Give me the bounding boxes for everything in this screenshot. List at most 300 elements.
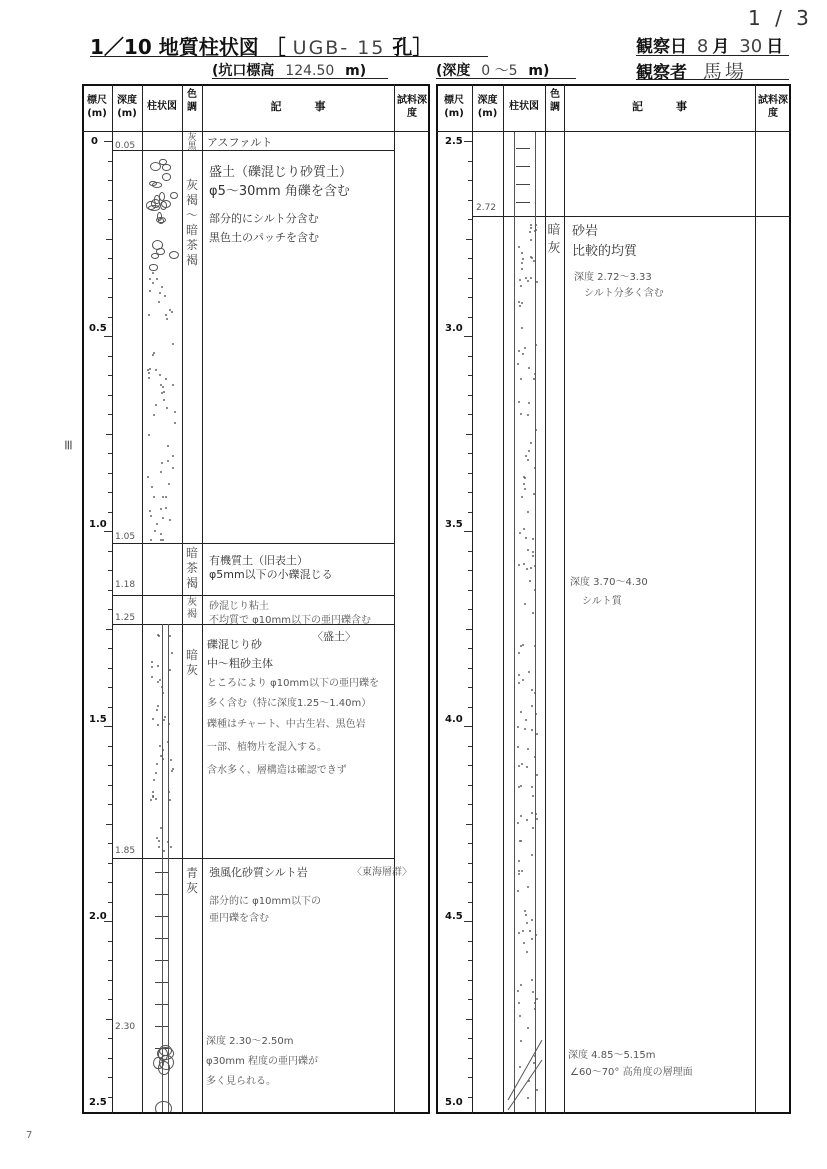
- sand-dot: [527, 748, 529, 750]
- sand-dot: [517, 990, 519, 992]
- scale-tick: [468, 980, 472, 981]
- sand-dot: [158, 846, 160, 848]
- sand-dot: [172, 384, 174, 386]
- bedding-plane-marks: [504, 1030, 544, 1112]
- scale-tick: [466, 239, 472, 240]
- left-scale-label: 0: [91, 136, 98, 147]
- sand-dot: [521, 496, 523, 498]
- right-lithology-column: [504, 132, 544, 1112]
- scale-tick: [108, 648, 112, 649]
- sand-dot: [518, 350, 520, 352]
- sand-dot: [150, 799, 152, 801]
- sand-dot: [165, 496, 167, 498]
- sand-dot: [531, 689, 533, 691]
- sand-dot: [520, 285, 522, 287]
- sand-dot: [166, 407, 168, 409]
- sand-dot: [171, 311, 173, 313]
- layer-depth: 1.85: [115, 846, 136, 856]
- sand-dot: [156, 523, 158, 525]
- layer-description: 深度 2.72～3.33: [574, 272, 652, 283]
- gravel-pebble: [149, 264, 157, 270]
- sand-dot: [525, 537, 527, 539]
- sand-dot: [527, 886, 529, 888]
- layer-description: φ30mm 程度の亜円礫が: [206, 1056, 318, 1067]
- scale-tick: [104, 921, 112, 922]
- sand-dot: [172, 467, 174, 469]
- sand-dot: [518, 873, 520, 875]
- sand-dot: [536, 733, 538, 735]
- sand-dot: [526, 819, 528, 821]
- sand-dot: [163, 850, 165, 852]
- sand-dot: [165, 378, 167, 380]
- right-scale-label: 4.0: [445, 714, 463, 725]
- scale-tick: [464, 336, 472, 337]
- elevation-value: 124.50: [285, 63, 335, 79]
- sand-dot: [162, 496, 164, 498]
- layer-description: シルト分多く含む: [584, 288, 664, 299]
- sand-dot: [161, 286, 163, 288]
- sand-dot: [522, 930, 524, 932]
- sand-dot: [172, 768, 174, 770]
- sand-dot: [148, 434, 150, 436]
- sand-dot: [169, 309, 171, 311]
- scale-tick: [108, 161, 112, 162]
- left-scale-label: 0.5: [89, 323, 107, 334]
- layer-description: φ5mm以下の小礫混じる: [209, 568, 333, 581]
- gravel-pebble: [152, 182, 162, 188]
- sand-dot: [169, 635, 171, 637]
- scale-tick: [108, 297, 112, 298]
- scale-tick: [108, 258, 112, 259]
- scale-tick: [106, 239, 112, 240]
- sand-dot: [522, 679, 524, 681]
- scale-tick: [108, 570, 112, 571]
- elev-unit: m): [345, 63, 367, 79]
- sand-dot: [152, 718, 154, 720]
- sand-dot: [536, 998, 538, 1000]
- sand-dot: [525, 914, 527, 916]
- sand-dot: [518, 564, 520, 566]
- sand-dot: [170, 846, 172, 848]
- sand-dot: [519, 532, 521, 534]
- scale-tick: [468, 492, 472, 493]
- sand-dot: [166, 318, 168, 320]
- left-column-header: 柱状図: [147, 101, 177, 112]
- sand-dot: [521, 268, 523, 270]
- layer-color: 暗灰: [547, 223, 561, 256]
- scale-tick: [108, 590, 112, 591]
- sand-dot: [155, 798, 157, 800]
- sand-dot: [528, 450, 530, 452]
- sand-dot: [518, 1002, 520, 1004]
- scale-tick: [468, 1097, 472, 1098]
- scale-tick: [106, 434, 112, 435]
- sand-dot: [517, 822, 519, 824]
- left-scale-label: 2.5: [89, 1097, 107, 1108]
- scale-tick: [108, 960, 112, 961]
- scale-tick: [468, 804, 472, 805]
- scale-tick: [464, 531, 472, 532]
- scale-tick: [468, 902, 472, 903]
- scale-tick: [468, 473, 472, 474]
- sand-dot: [530, 567, 532, 569]
- sand-dot: [531, 919, 533, 921]
- title-underline: [90, 56, 488, 57]
- scale-tick: [468, 668, 472, 669]
- scale-tick: [468, 999, 472, 1000]
- sand-dot: [530, 227, 532, 229]
- sand-dot: [156, 278, 158, 280]
- gravel-pebble: [169, 251, 179, 259]
- sand-dot: [169, 669, 171, 671]
- sand-dot: [165, 314, 167, 316]
- sand-dot: [518, 932, 520, 934]
- sand-dot: [530, 224, 532, 226]
- layer-color: 暗茶褐: [185, 546, 198, 590]
- scale-tick: [468, 297, 472, 298]
- sand-dot: [172, 455, 174, 457]
- sand-dot: [517, 890, 519, 892]
- sand-dot: [520, 378, 522, 380]
- sand-dot: [523, 563, 525, 565]
- sand-dot: [149, 290, 151, 292]
- sand-dot: [150, 515, 152, 517]
- layer-color: 青灰: [185, 866, 198, 895]
- scale-tick: [464, 726, 472, 727]
- sand-dot: [152, 272, 154, 274]
- sand-dot: [167, 445, 169, 447]
- sand-dot: [165, 507, 167, 509]
- sand-dot: [518, 870, 520, 872]
- layer-color: 灰褐～暗茶褐: [185, 178, 198, 267]
- left-header-rule: [82, 131, 430, 132]
- left-depth-header: 深度 (m): [117, 95, 137, 119]
- obs-date-label: 観察日: [636, 37, 687, 57]
- right-header-rule: [436, 131, 791, 132]
- scale-tick: [466, 1019, 472, 1020]
- layer-description: 〈盛土〉: [312, 630, 356, 643]
- sand-dot: [517, 363, 519, 365]
- obs-day: 30: [739, 36, 763, 57]
- sand-dot: [151, 486, 153, 488]
- scale-tick: [468, 1038, 472, 1039]
- sand-dot: [531, 854, 533, 856]
- sand-dot: [518, 860, 520, 862]
- sand-dot: [150, 539, 152, 541]
- sand-dot: [152, 354, 154, 356]
- sand-dot: [517, 726, 519, 728]
- sand-dot: [152, 791, 154, 793]
- sand-dot: [518, 674, 520, 676]
- right-column-header: 柱状図: [509, 101, 539, 112]
- sand-dot: [522, 258, 524, 260]
- scale-tick: [468, 1058, 472, 1059]
- right-color-header: 色調: [550, 89, 560, 113]
- scale-tick: [468, 414, 472, 415]
- sand-dot: [527, 1027, 529, 1029]
- sand-dot: [528, 367, 530, 369]
- layer-color: 灰黒: [187, 133, 197, 152]
- layer-depth: 2.30: [115, 1022, 136, 1032]
- sand-dot: [521, 252, 523, 254]
- scale-tick: [106, 629, 112, 630]
- right-scale-label: 3.0: [445, 323, 463, 334]
- gravel-pebble: [162, 173, 171, 180]
- gravel-pebble: [162, 164, 170, 170]
- layer-description: 砂岩: [572, 224, 599, 239]
- scale-tick: [468, 395, 472, 396]
- sand-dot: [524, 488, 526, 490]
- scale-tick: [108, 551, 112, 552]
- silt-dash: [516, 184, 530, 185]
- scale-tick: [468, 1077, 472, 1078]
- sand-dot: [157, 665, 159, 667]
- right-col-divider: [755, 84, 756, 1114]
- layer-description: 含水多く、層構造は確認できず: [207, 765, 347, 776]
- scale-tick: [108, 1077, 112, 1078]
- scale-tick: [468, 609, 472, 610]
- elev-underline: [212, 78, 388, 79]
- scale-tick: [104, 531, 112, 532]
- sand-dot: [158, 301, 160, 303]
- sand-dot: [526, 766, 528, 768]
- right-col-divider: [545, 84, 546, 1114]
- sand-dot: [530, 239, 532, 241]
- depth-range-value: 0 ～5: [481, 63, 518, 79]
- sand-dot: [525, 455, 527, 457]
- sand-dot: [521, 870, 523, 872]
- sand-dot: [518, 652, 520, 654]
- gravel-pebble: [155, 1101, 172, 1112]
- sand-dot: [157, 681, 159, 683]
- scale-tick: [108, 843, 112, 844]
- left-remarks-header: 記 事: [270, 100, 326, 113]
- layer-depth: 2.72: [476, 203, 497, 213]
- scale-tick: [108, 882, 112, 883]
- scale-tick: [468, 707, 472, 708]
- sand-dot: [160, 471, 162, 473]
- layer-description: 部分的にシルト分含む: [209, 212, 319, 225]
- scale-tick: [468, 687, 472, 688]
- title-prefix: 1／10 地質柱状図 ［: [90, 35, 286, 59]
- scale-tick: [468, 219, 472, 220]
- scale-tick: [468, 375, 472, 376]
- scale-tick: [108, 414, 112, 415]
- sand-dot: [520, 840, 522, 842]
- right-scale-label: 3.5: [445, 519, 463, 530]
- sand-dot: [532, 612, 534, 614]
- sand-dot: [532, 795, 534, 797]
- scale-tick: [468, 843, 472, 844]
- sand-dot: [529, 930, 531, 932]
- sand-dot: [522, 644, 524, 646]
- scale-tick: [108, 999, 112, 1000]
- scale-tick: [468, 648, 472, 649]
- scale-tick: [468, 317, 472, 318]
- scale-tick: [468, 960, 472, 961]
- sand-dot: [162, 386, 164, 388]
- layer-description: シルト質: [582, 596, 622, 607]
- sand-dot: [158, 635, 160, 637]
- scale-tick: [468, 570, 472, 571]
- layer-depth: 1.18: [115, 580, 136, 590]
- scale-tick: [108, 473, 112, 474]
- scale-tick: [468, 882, 472, 883]
- layer-description: 砂混じり粘土: [209, 601, 269, 612]
- sand-dot: [171, 770, 173, 772]
- layer-description: アスファルト: [207, 136, 273, 149]
- sand-dot: [521, 327, 523, 329]
- sand-dot: [174, 422, 176, 424]
- elev-prefix: (坑口標高: [212, 63, 275, 79]
- sand-dot: [527, 459, 529, 461]
- layer-description: 不均質で φ10mm以下の亜円礫含む: [209, 615, 371, 626]
- scale-tick: [108, 219, 112, 220]
- depth-unit: m): [528, 63, 550, 79]
- sand-dot: [536, 281, 538, 283]
- sand-dot: [527, 511, 529, 513]
- boring-line: [168, 624, 169, 1112]
- sand-dot: [520, 984, 522, 986]
- right-scale-label: 2.5: [445, 136, 463, 147]
- sand-dot: [526, 568, 528, 570]
- gravel-pebble: [159, 159, 166, 166]
- sand-dot: [529, 231, 531, 233]
- observer-underline: [636, 79, 789, 80]
- sand-dot: [520, 711, 522, 713]
- sand-dot: [164, 295, 166, 297]
- left-col-divider: [182, 84, 183, 1114]
- sand-dot: [523, 942, 525, 944]
- scale-tick: [108, 863, 112, 864]
- sand-dot: [526, 951, 528, 953]
- gravel-pebble: [161, 200, 171, 208]
- layer-description: 強風化砂質シルト岩: [209, 866, 308, 879]
- sand-dot: [161, 462, 163, 464]
- sand-dot: [162, 517, 164, 519]
- right-scale-label: 4.5: [445, 911, 463, 922]
- sand-dot: [155, 772, 157, 774]
- left-scale-label: 2.0: [89, 911, 107, 922]
- left-color-header: 色調: [187, 89, 197, 113]
- sand-dot: [530, 442, 532, 444]
- depth-range: [436, 60, 549, 80]
- left-scale-label: 1.5: [89, 714, 107, 725]
- sand-dot: [163, 399, 165, 401]
- scale-tick: [108, 941, 112, 942]
- corner-mark: 7: [26, 1130, 33, 1141]
- gravel-pebble: [170, 192, 178, 199]
- scale-tick: [108, 492, 112, 493]
- sand-dot: [159, 374, 161, 376]
- sand-dot: [519, 305, 521, 307]
- sand-dot: [151, 666, 153, 668]
- scale-tick: [108, 356, 112, 357]
- sand-dot: [523, 528, 525, 530]
- sand-dot: [519, 1015, 521, 1017]
- observation-date: [636, 32, 783, 57]
- sand-dot: [163, 719, 165, 721]
- sand-dot: [521, 302, 523, 304]
- obs-month: 8: [696, 36, 709, 57]
- sand-dot: [523, 483, 525, 485]
- sand-dot: [525, 277, 527, 279]
- sand-dot: [520, 413, 522, 415]
- month-label: 月: [712, 37, 730, 57]
- hole-id: UGB- 15: [292, 37, 386, 59]
- date-underline: [636, 55, 789, 56]
- scale-tick: [468, 785, 472, 786]
- right-col-divider: [564, 84, 565, 1114]
- scale-tick: [104, 141, 112, 142]
- sand-dot: [169, 519, 171, 521]
- sand-dot: [530, 277, 532, 279]
- scale-tick: [108, 785, 112, 786]
- sand-dot: [147, 476, 149, 478]
- sand-dot: [152, 282, 154, 284]
- sand-dot: [162, 539, 164, 541]
- sand-dot: [153, 496, 155, 498]
- sand-dot: [517, 746, 519, 748]
- layer-description: 礫混じり砂: [207, 638, 262, 651]
- sand-dot: [518, 682, 520, 684]
- right-sample-header: 試料深度: [758, 95, 788, 119]
- scale-tick: [468, 590, 472, 591]
- layer-description: 盛土（礫混じり砂質土）: [209, 165, 353, 180]
- scale-tick: [108, 668, 112, 669]
- left-scale-header: 標尺 (m): [87, 95, 107, 119]
- sand-dot: [160, 539, 162, 541]
- scale-tick: [466, 434, 472, 435]
- sand-dot: [153, 779, 155, 781]
- layer-depth: 0.05: [115, 141, 136, 151]
- scale-tick: [108, 765, 112, 766]
- sand-dot: [527, 414, 529, 416]
- layer-description: 部分的に φ10mm以下の: [209, 896, 321, 907]
- silt-dash: [516, 202, 530, 203]
- layer-description: 中～粗砂主体: [207, 657, 273, 670]
- right-col-divider: [472, 84, 473, 1114]
- sand-dot: [155, 369, 157, 371]
- scale-tick: [468, 551, 472, 552]
- sand-dot: [148, 377, 150, 379]
- scale-tick: [466, 824, 472, 825]
- scale-tick: [468, 180, 472, 181]
- sand-dot: [524, 347, 526, 349]
- sand-dot: [536, 774, 538, 776]
- layer-depth: 1.25: [115, 613, 136, 623]
- scale-tick: [468, 746, 472, 747]
- sand-dot: [167, 460, 169, 462]
- sand-dot: [518, 401, 520, 403]
- sand-dot: [531, 938, 533, 940]
- sand-dot: [518, 246, 520, 248]
- sand-dot: [532, 538, 534, 540]
- title-suffix: 孔］: [392, 35, 433, 59]
- sand-dot: [151, 661, 153, 663]
- left-col-divider: [202, 84, 203, 1114]
- sand-dot: [524, 728, 526, 730]
- scale-tick: [108, 746, 112, 747]
- sand-dot: [531, 705, 533, 707]
- layer-description: 深度 4.85～5.15m: [568, 1050, 656, 1061]
- left-sample-header: 試料深度: [397, 95, 427, 119]
- scale-tick: [108, 1038, 112, 1039]
- sand-dot: [148, 372, 150, 374]
- sand-dot: [168, 483, 170, 485]
- sand-dot: [531, 786, 533, 788]
- layer-description: 深度 2.30～2.50m: [206, 1036, 294, 1047]
